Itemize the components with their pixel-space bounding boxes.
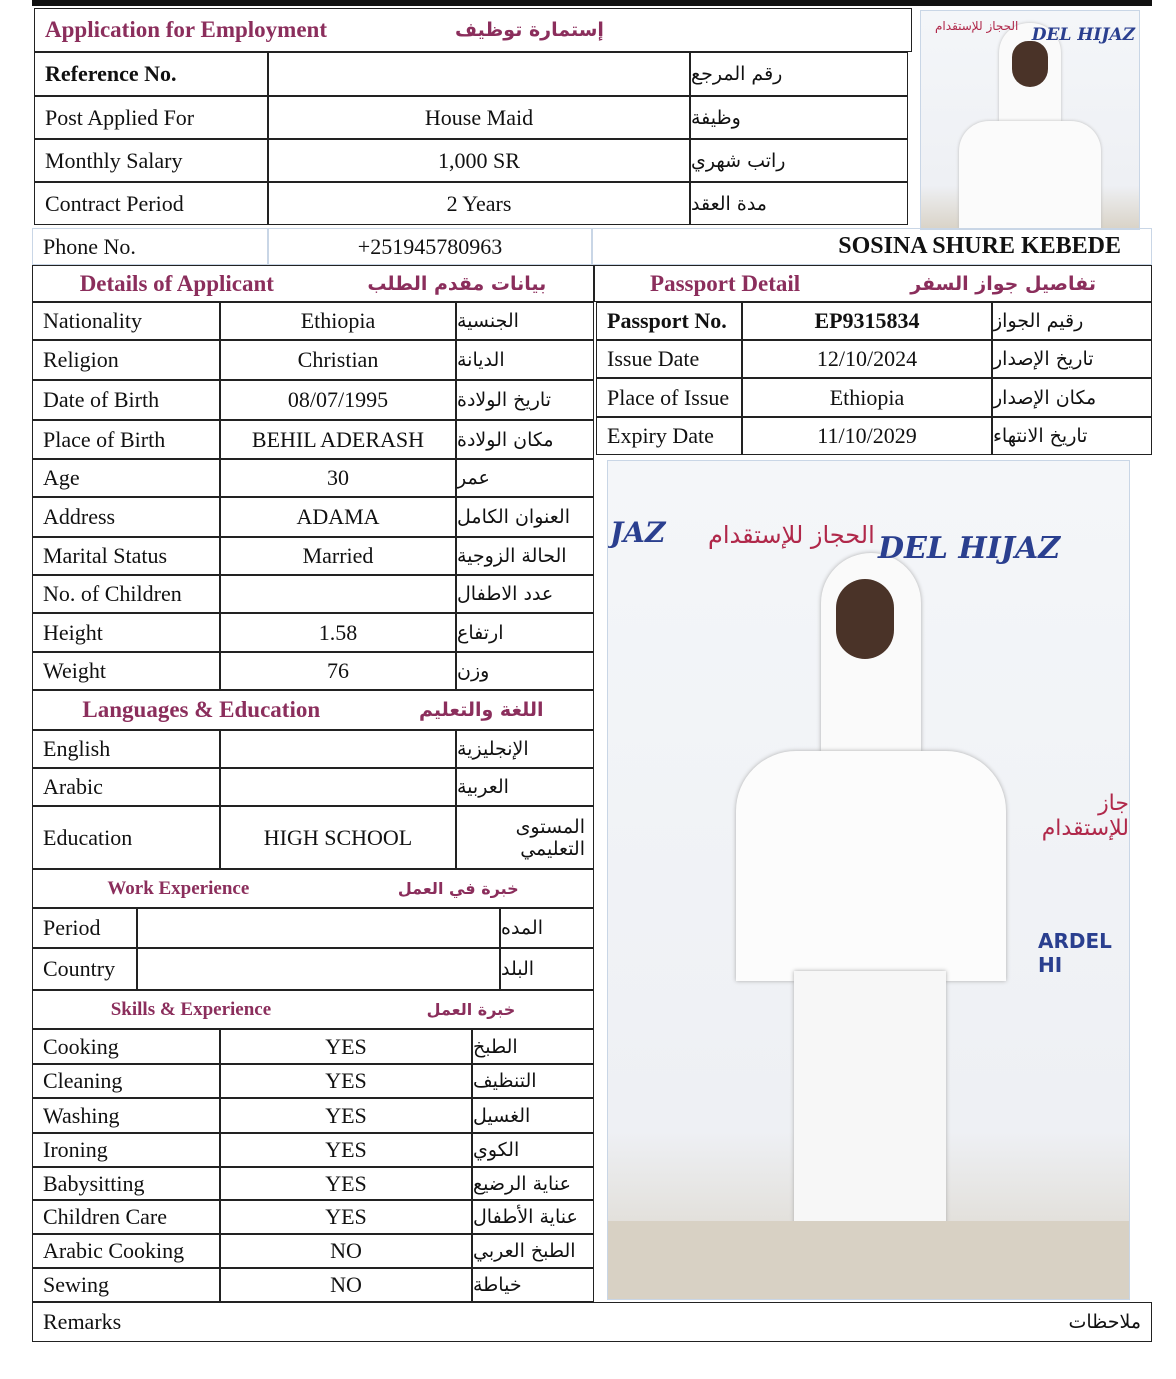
languages-header-title-ar: اللغة والتعليم	[418, 699, 544, 721]
photo-watermark-ar: الحجاز للإستقدام	[935, 19, 1019, 33]
skill-row-label-ar	[472, 1029, 594, 1064]
passport-header	[594, 265, 1152, 302]
passport-row-label-text: Place of Issue	[607, 384, 730, 410]
top-row-label	[34, 52, 268, 96]
skill-row-label-ar-text: الطبخ العربي	[473, 1240, 576, 1262]
passport-row-value-text: 12/10/2024	[816, 346, 918, 371]
skill-row-label-text: Cleaning	[43, 1068, 123, 1093]
top-row-label-ar-text: راتب شهري	[691, 149, 786, 172]
phone-label	[32, 228, 268, 265]
passport-row-label-ar-text: تاريخ الانتهاء	[993, 425, 1088, 447]
detail-row-label	[32, 575, 220, 613]
face-shape	[836, 579, 894, 659]
skill-row-value	[220, 1064, 472, 1098]
passport-row-label-ar	[992, 378, 1152, 417]
top-row-label-text: Contract Period	[45, 190, 184, 216]
language-row-label-ar	[456, 730, 594, 768]
detail-row-label-ar-text: تاريخ الولادة	[457, 389, 551, 411]
applicant-name-text: SOSINA SHURE KEBEDE	[838, 233, 1121, 259]
detail-row-value	[220, 459, 456, 497]
skill-row-label-text: Cooking	[43, 1033, 119, 1059]
detail-row-label-text: Height	[43, 619, 103, 645]
skill-row-label	[32, 1029, 220, 1064]
passport-row-label	[596, 302, 742, 340]
detail-row-label-text: Weight	[43, 658, 106, 683]
skill-row-label-ar-text: الطبخ	[473, 1035, 518, 1058]
top-row-label-ar	[690, 182, 908, 225]
skill-row-label-ar	[472, 1200, 594, 1234]
skill-row-label-ar-text: خياطة	[473, 1274, 522, 1296]
form-title-ar: إستمارة توظيف	[455, 19, 604, 41]
detail-row-label-text: Age	[43, 465, 80, 490]
top-border	[32, 0, 1152, 6]
skill-row-value-text: YES	[325, 1137, 367, 1162]
skill-row-value	[220, 1133, 472, 1167]
skill-row-value-text: YES	[325, 1170, 367, 1196]
detail-row-label-ar-text: عدد الاطفال	[457, 583, 554, 605]
phone-value	[268, 228, 592, 265]
skills-header	[32, 990, 594, 1029]
detail-row-label-ar-text: عمر	[457, 467, 490, 489]
detail-row-label	[32, 652, 220, 690]
passport-row-value-text: Ethiopia	[829, 384, 905, 410]
detail-row-label	[32, 302, 220, 340]
language-row-label-ar-text: المستوى التعليمي	[515, 815, 585, 860]
skill-row-label-ar	[472, 1167, 594, 1200]
passport-row-value-text: EP9315834	[814, 308, 920, 333]
work-header	[32, 869, 594, 908]
detail-row-label-ar	[456, 537, 594, 575]
work-row-label-text: Country	[43, 956, 116, 981]
passport-row-label	[596, 417, 742, 455]
top-row-value-text: House Maid	[424, 104, 534, 130]
passport-row-label-text: Passport No.	[607, 308, 727, 333]
language-row-label-ar	[456, 768, 594, 806]
applicant-photo-full	[607, 460, 1130, 1300]
skill-row-value-text: NO	[330, 1272, 362, 1297]
skill-row-value-text: YES	[325, 1068, 367, 1093]
top-row-label	[34, 139, 268, 182]
work-row-label	[32, 908, 137, 948]
work-row-label-text: Period	[43, 915, 101, 940]
top-row-label-ar-text: وظيفة	[691, 106, 741, 129]
detail-row-label	[32, 420, 220, 459]
skill-row-label	[32, 1133, 220, 1167]
work-row-label	[32, 948, 137, 990]
work-row-label-ar	[500, 908, 594, 948]
language-row-label	[32, 730, 220, 768]
passport-row-label-ar-text: مكان الإصدار	[993, 386, 1097, 409]
top-row-value	[268, 139, 690, 182]
language-row-value-text: HIGH SCHOOL	[263, 824, 413, 850]
detail-row-label	[32, 340, 220, 380]
detail-row-label-text: Date of Birth	[43, 387, 160, 412]
detail-row-label	[32, 459, 220, 497]
skill-row-label-text: Sewing	[43, 1272, 109, 1297]
detail-row-label-text: No. of Children	[43, 581, 182, 606]
detail-row-label-text: Religion	[43, 347, 119, 372]
photo-watermark-ar: الحجاز للإستقدام	[708, 521, 875, 549]
remarks-label-ar: ملاحظات	[1068, 1311, 1141, 1333]
detail-row-value-text: 1.58	[318, 619, 358, 645]
top-row-label-ar	[690, 139, 908, 182]
skill-row-value	[220, 1200, 472, 1234]
detail-row-value-text: 30	[327, 465, 349, 490]
skill-row-label-text: Children Care	[43, 1204, 168, 1229]
top-row-label-ar	[690, 96, 908, 139]
passport-row-value	[742, 378, 992, 417]
photo-watermark-en: DEL HIJAZ	[878, 531, 1061, 566]
detail-row-label-ar-text: ارتفاع	[457, 621, 504, 644]
top-row-value-text: 2 Years	[446, 190, 512, 216]
skill-row-label-ar	[472, 1268, 594, 1302]
top-row-label-ar-text: رقم المرجع	[691, 63, 783, 85]
skill-row-label	[32, 1098, 220, 1133]
passport-row-label-text: Expiry Date	[607, 423, 714, 448]
details-header-title-ar: بيانات مقدم الطلب	[367, 272, 547, 295]
detail-row-value	[220, 613, 456, 652]
skill-row-label-ar-text: التنظيف	[473, 1070, 537, 1092]
skill-row-label-text: Washing	[43, 1102, 120, 1128]
language-row-label-text: Education	[43, 824, 133, 850]
detail-row-label-ar-text: العنوان الكامل	[457, 506, 570, 528]
skill-row-label-ar-text: الكوي	[473, 1139, 520, 1161]
skill-row-value	[220, 1098, 472, 1133]
top-row-label	[34, 182, 268, 225]
skill-row-label	[32, 1200, 220, 1234]
detail-row-value	[220, 575, 456, 613]
skill-row-value	[220, 1167, 472, 1200]
skill-row-label-ar-text: عناية الأطفال	[473, 1206, 578, 1228]
languages-header	[32, 690, 594, 730]
detail-row-label-ar	[456, 613, 594, 652]
top-row-label-ar	[690, 52, 908, 96]
skill-row-label	[32, 1064, 220, 1098]
passport-header-title-ar: تفاصيل جواز السفر	[910, 272, 1096, 295]
passport-row-label-ar-text: رقيم الجواز	[993, 310, 1084, 332]
passport-row-value	[742, 340, 992, 378]
skill-row-value-text: YES	[325, 1033, 367, 1059]
passport-row-value	[742, 417, 992, 455]
work-row-value	[137, 948, 500, 990]
detail-row-label	[32, 613, 220, 652]
top-row-label-text: Monthly Salary	[45, 147, 183, 173]
top-row-label-text: Post Applied For	[45, 104, 195, 130]
skill-row-value-text: YES	[325, 1102, 367, 1128]
detail-row-label-text: Nationality	[43, 308, 142, 333]
language-row-value	[220, 806, 456, 869]
applicant-name	[592, 228, 1152, 265]
work-header-title-ar: خبرة في العمل	[397, 879, 519, 898]
details-header-title-en: Details of Applicant	[79, 270, 274, 296]
passport-row-label-text: Issue Date	[607, 346, 700, 371]
body-shape	[736, 751, 1006, 981]
detail-row-label-ar	[456, 302, 594, 340]
detail-row-value	[220, 497, 456, 537]
language-row-label	[32, 768, 220, 806]
top-row-value	[268, 52, 690, 96]
skill-row-label	[32, 1234, 220, 1268]
detail-row-label	[32, 497, 220, 537]
detail-row-value	[220, 652, 456, 690]
work-row-label-ar	[500, 948, 594, 990]
form-title	[34, 8, 912, 52]
photo-watermark-en: ARDEL HI	[1038, 929, 1112, 977]
detail-row-label-ar-text: مكان الولادة	[457, 428, 554, 451]
detail-row-label-text: Address	[43, 504, 116, 529]
passport-row-label	[596, 340, 742, 378]
passport-row-value-text: 11/10/2029	[817, 423, 917, 448]
skill-row-value-text: NO	[330, 1238, 362, 1263]
language-row-label-text: English	[43, 736, 111, 761]
detail-row-value-text: ADAMA	[296, 504, 380, 529]
skills-header-title-en: Skills & Experience	[110, 998, 272, 1020]
top-row-label-text: Reference No.	[45, 61, 177, 86]
skill-row-label-text: Arabic Cooking	[43, 1238, 185, 1263]
skill-row-label-ar	[472, 1234, 594, 1268]
top-row-value	[268, 96, 690, 139]
detail-row-label-ar-text: الديانة	[457, 349, 505, 371]
skill-row-label	[32, 1268, 220, 1302]
phone-value-text: +251945780963	[357, 233, 503, 259]
detail-row-label-ar	[456, 380, 594, 420]
skill-row-label-ar	[472, 1133, 594, 1167]
work-row-label-ar-text: المده	[501, 917, 543, 939]
skill-row-label-ar-text: الغسيل	[473, 1104, 531, 1127]
photo-watermark-en: JAZ	[610, 516, 666, 549]
top-row-label-ar-text: مدة العقد	[691, 192, 767, 215]
skill-row-label	[32, 1167, 220, 1200]
passport-row-label-ar	[992, 417, 1152, 455]
skill-row-value	[220, 1268, 472, 1302]
detail-row-label-ar	[456, 340, 594, 380]
skill-row-label-text: Ironing	[43, 1137, 108, 1162]
photo-watermark-ar: جاز للإستقدام	[1041, 791, 1129, 841]
work-header-title-en: Work Experience	[107, 877, 250, 899]
detail-row-value-text: 76	[327, 658, 349, 683]
detail-row-label-text: Place of Birth	[43, 426, 166, 452]
detail-row-label-ar	[456, 575, 594, 613]
detail-row-label-text: Marital Status	[43, 543, 168, 568]
detail-row-value	[220, 420, 456, 459]
detail-row-label-ar	[456, 459, 594, 497]
detail-row-value-text: Christian	[297, 347, 379, 372]
skill-row-value	[220, 1029, 472, 1064]
skill-row-value-text: YES	[325, 1204, 367, 1229]
language-row-label-text: Arabic	[43, 774, 103, 799]
detail-row-label-ar-text: الجنسية	[457, 310, 519, 332]
skills-header-title-ar: خبرة العمل	[426, 1000, 516, 1019]
passport-row-label	[596, 378, 742, 417]
detail-row-label-ar	[456, 652, 594, 690]
skill-row-label-ar	[472, 1064, 594, 1098]
work-row-label-ar-text: البلد	[501, 958, 535, 980]
work-row-value	[137, 908, 500, 948]
detail-row-value	[220, 302, 456, 340]
passport-row-value	[742, 302, 992, 340]
top-row-value	[268, 182, 690, 225]
language-row-label-ar-text: العربية	[457, 776, 509, 798]
detail-row-label-ar	[456, 497, 594, 537]
detail-row-value-text: Married	[302, 543, 374, 568]
detail-row-value	[220, 340, 456, 380]
language-row-label	[32, 806, 220, 869]
skill-row-label-text: Babysitting	[43, 1170, 145, 1196]
passport-row-label-ar	[992, 340, 1152, 378]
detail-row-label-ar	[456, 420, 594, 459]
top-row-label	[34, 96, 268, 139]
languages-header-title-en: Languages & Education	[82, 697, 321, 722]
phone-label-text: Phone No.	[43, 233, 136, 259]
top-row-value-text: 1,000 SR	[438, 147, 520, 173]
detail-row-value-text: Ethiopia	[300, 308, 376, 333]
passport-row-label-ar-text: تاريخ الإصدار	[993, 348, 1094, 370]
detail-row-label-ar-text: وزن	[457, 660, 490, 682]
remarks-label	[32, 1302, 1152, 1342]
face-shape	[1012, 41, 1048, 87]
skill-row-label-ar-text: عناية الرضيع	[473, 1172, 571, 1195]
detail-row-label	[32, 537, 220, 575]
remarks-label-text: Remarks	[43, 1309, 122, 1334]
language-row-value	[220, 768, 456, 806]
form-title-en: Application for Employment	[45, 17, 327, 42]
body-shape	[959, 121, 1101, 229]
detail-row-value	[220, 380, 456, 420]
skill-row-label-ar	[472, 1098, 594, 1133]
skill-row-value	[220, 1234, 472, 1268]
detail-row-value	[220, 537, 456, 575]
language-row-label-ar	[456, 806, 594, 869]
passport-header-title-en: Passport Detail	[650, 270, 801, 296]
language-row-value	[220, 730, 456, 768]
floor	[608, 1221, 1129, 1299]
detail-row-value-text: 08/07/1995	[287, 387, 389, 412]
detail-row-label-ar-text: الحالة الزوجية	[457, 545, 567, 567]
language-row-label-ar-text: الإنجليزية	[457, 738, 529, 760]
applicant-photo-small	[920, 10, 1140, 230]
passport-row-label-ar	[992, 302, 1152, 340]
details-header	[32, 265, 594, 302]
detail-row-value-text: BEHIL ADERASH	[251, 426, 425, 452]
photo-watermark-en: DEL HIJAZ	[1031, 25, 1135, 45]
detail-row-label	[32, 380, 220, 420]
